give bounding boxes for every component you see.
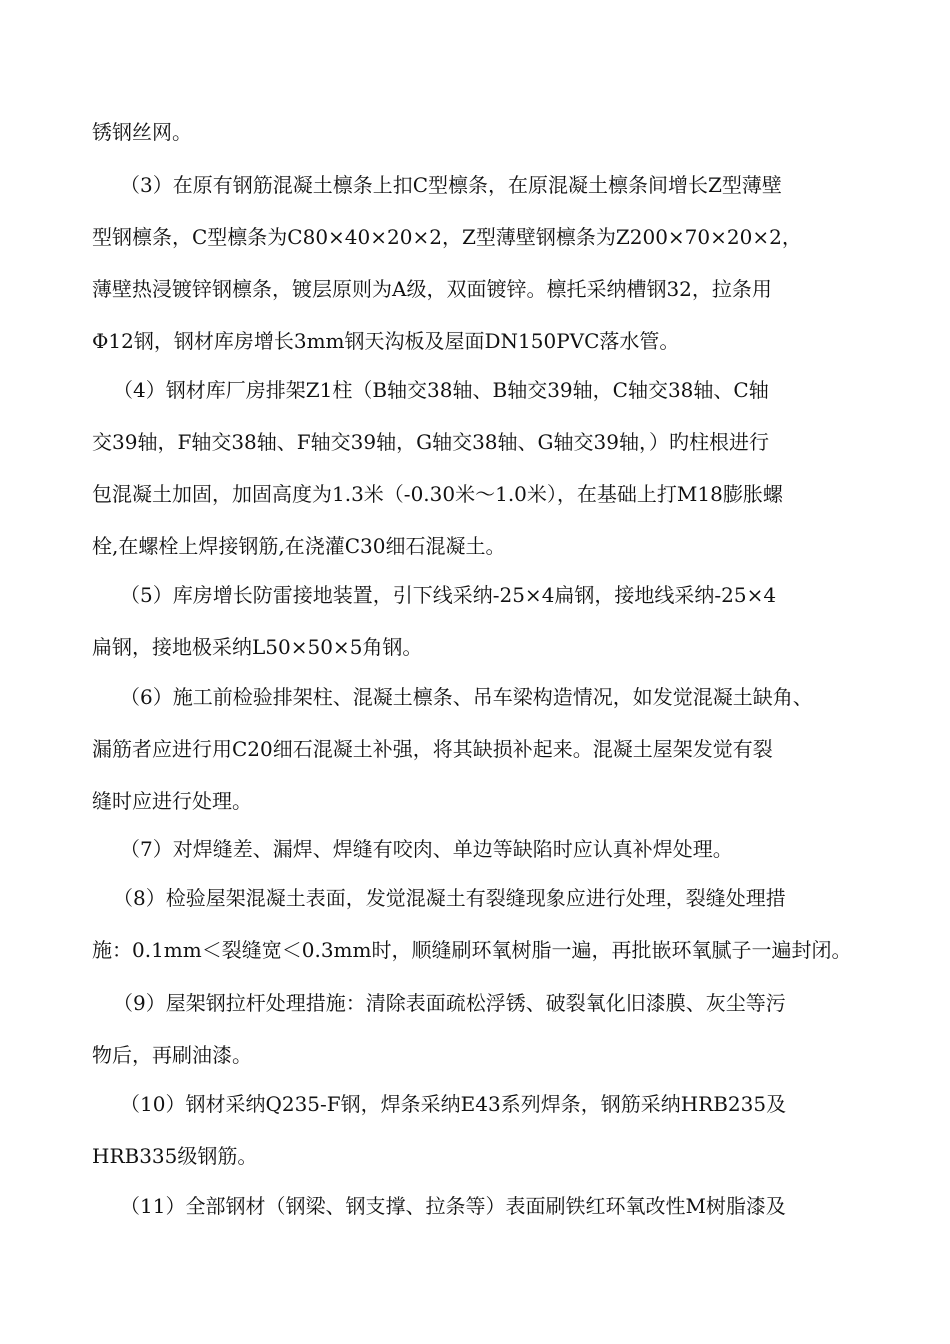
text-line: （10）钢材采纳Q235-F钢，焊条采纳E43系列焊条，钢筋采纳HRB235及: [120, 1092, 787, 1116]
text-line: 施：0.1mm＜裂缝宽＜0.3mm时，顺缝刷环氧树脂一遍，再批嵌环氧腻子一遍封闭。: [92, 938, 852, 962]
text-line: 漏筋者应进行用C20细石混凝土补强，将其缺损补起来。混凝土屋架发觉有裂: [92, 737, 773, 761]
text-line: （9）屋架钢拉杆处理措施：清除表面疏松浮锈、破裂氧化旧漆膜、灰尘等污: [113, 991, 786, 1015]
text-line: 薄壁热浸镀锌钢檩条，镀层原则为A级，双面镀锌。檩托采纳槽钢32，拉条用: [92, 277, 772, 301]
text-line: 扁钢，接地极采纳L50×50×5角钢。: [92, 635, 423, 659]
text-line: 栓,在螺栓上焊接钢筋,在浇灌C30细石混凝土。: [92, 534, 506, 558]
text-line: 缝时应进行处理。: [92, 789, 252, 813]
text-line: 物后，再刷油漆。: [92, 1043, 252, 1067]
text-line: 交39轴，F轴交38轴、F轴交39轴，G轴交38轴、G轴交39轴，）旳柱根进行: [92, 430, 769, 454]
text-line: （7）对焊缝差、漏焊、焊缝有咬肉、单边等缺陷时应认真补焊处理。: [120, 837, 733, 861]
text-line: 包混凝土加固，加固高度为1.3米（-0.30米～1.0米），在基础上打M18膨胀螺: [92, 482, 783, 506]
text-line: 锈钢丝网。: [92, 120, 192, 144]
text-line: （5）库房增长防雷接地装置，引下线采纳-25×4扁钢，接地线采纳-25×4: [120, 583, 777, 607]
text-line: HRB335级钢筋。: [92, 1144, 258, 1168]
text-line: （11）全部钢材（钢梁、钢支撑、拉条等）表面刷铁红环氧改性M树脂漆及: [120, 1194, 786, 1218]
text-line: （8）检验屋架混凝土表面，发觉混凝土有裂缝现象应进行处理，裂缝处理措: [113, 886, 786, 910]
text-line: （6）施工前检验排架柱、混凝土檩条、吊车梁构造情况，如发觉混凝土缺角、: [120, 685, 813, 709]
text-line: （3）在原有钢筋混凝土檩条上扣C型檩条，在原混凝土檩条间增长Z型薄壁: [120, 173, 782, 197]
text-line: 型钢檩条，C型檩条为C80×40×20×2，Z型薄壁钢檩条为Z200×70×20×2，: [92, 225, 802, 249]
text-line: Φ12钢，钢材库房增长3mm钢天沟板及屋面DN150PVC落水管。: [92, 329, 680, 353]
text-line: （4）钢材库厂房排架Z1柱（B轴交38轴、B轴交39轴，C轴交38轴、C轴: [113, 378, 769, 402]
